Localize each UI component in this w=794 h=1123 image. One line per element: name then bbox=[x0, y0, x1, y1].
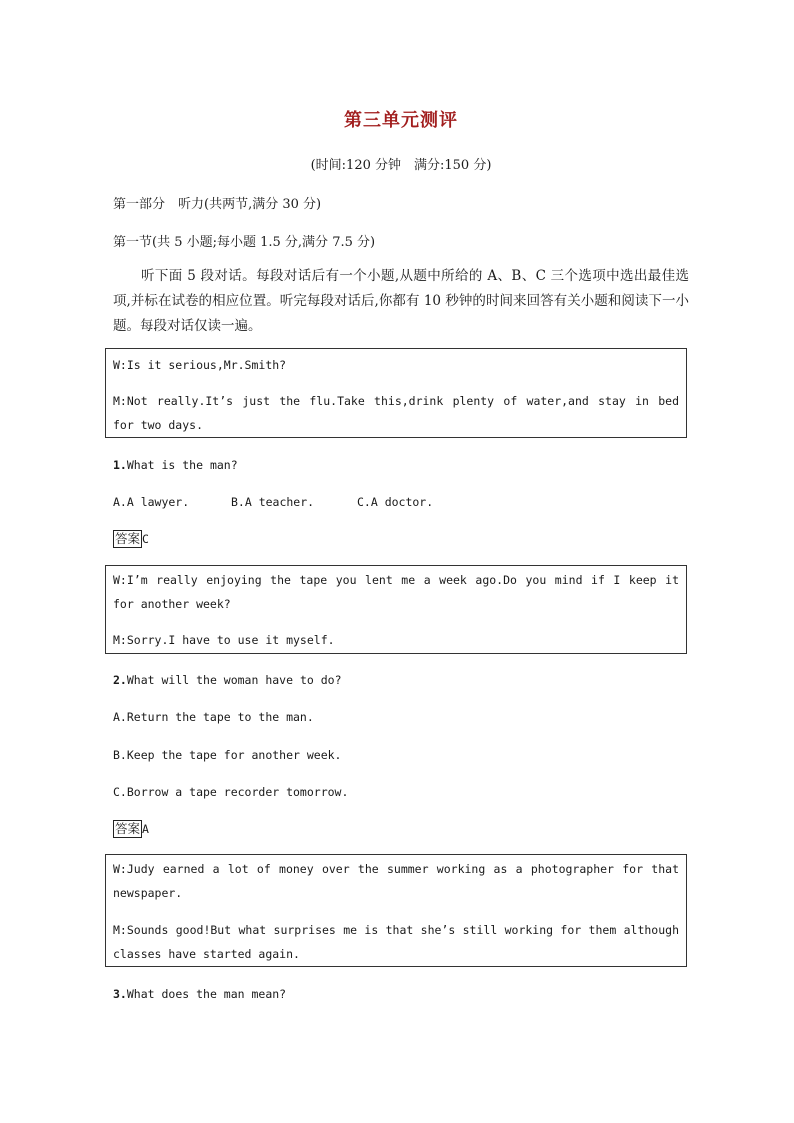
question bbox=[113, 987, 286, 1001]
option-a: A.A lawyer. bbox=[113, 495, 190, 509]
dialogue-box bbox=[105, 565, 687, 654]
dialogue-line: M:Sounds good!But what surprises me is that she’s still working for them although classes have started again. bbox=[113, 923, 679, 961]
question-number: 1. bbox=[113, 458, 127, 472]
option-c: C.Borrow a tape recorder tomorrow. bbox=[113, 785, 349, 799]
answer-label: 答案 bbox=[115, 531, 141, 546]
answer-value: C bbox=[142, 532, 149, 546]
question bbox=[113, 458, 238, 472]
dialogue-line: W:I’m really enjoying the tape you lent me a week ago.Do you mind if I keep it for another week? bbox=[113, 573, 679, 611]
dialogue-box bbox=[105, 348, 687, 438]
answer-row bbox=[113, 530, 149, 548]
part-heading: 第一部分 听力(共两节,满分 30 分) bbox=[113, 197, 322, 212]
section-heading: 第一节(共 5 小题;每小题 1.5 分,满分 7.5 分) bbox=[113, 235, 376, 250]
dialogue-line: M:Sorry.I have to use it myself. bbox=[113, 633, 335, 647]
question-number: 2. bbox=[113, 673, 127, 687]
option-b: B.A teacher. bbox=[231, 495, 315, 509]
dialogue-box bbox=[105, 854, 687, 967]
question-text: What will the woman have to do? bbox=[126, 673, 342, 687]
dialogue-line: M:Not really.It’s just the flu.Take this,drink plenty of water,and stay in bed for two days. bbox=[113, 394, 679, 432]
dialogue-line: W:Judy earned a lot of money over the summer working as a photographer for that newspaper. bbox=[113, 862, 679, 900]
dialogue-line: W:Is it serious,Mr.Smith? bbox=[113, 358, 287, 372]
question-text: What does the man mean? bbox=[126, 987, 287, 1001]
question-number: 3. bbox=[113, 987, 127, 1001]
options-row bbox=[113, 495, 433, 509]
question-text: What is the man? bbox=[126, 458, 238, 472]
instructions: 听下面 5 段对话。每段对话后有一个小题,从题中所给的 A、B、C 三个选项中选出最佳选项,并标在试卷的相应位置。听完每段对话后,你都有 10 秒钟的时间来回答有关小题和阅读下一小题。每段对话仅读一遍。 bbox=[113, 268, 689, 334]
exam-info: (时间:120 分钟 满分:150 分) bbox=[310, 158, 492, 173]
answer-label: 答案 bbox=[115, 821, 141, 836]
page-title: 第三单元测评 bbox=[344, 110, 458, 131]
option-b: B.Keep the tape for another week. bbox=[113, 748, 342, 762]
answer-row bbox=[113, 820, 149, 838]
option-c: C.A doctor. bbox=[357, 495, 434, 509]
answer-value: A bbox=[142, 822, 149, 836]
question bbox=[113, 673, 342, 687]
option-a: A.Return the tape to the man. bbox=[113, 710, 314, 724]
